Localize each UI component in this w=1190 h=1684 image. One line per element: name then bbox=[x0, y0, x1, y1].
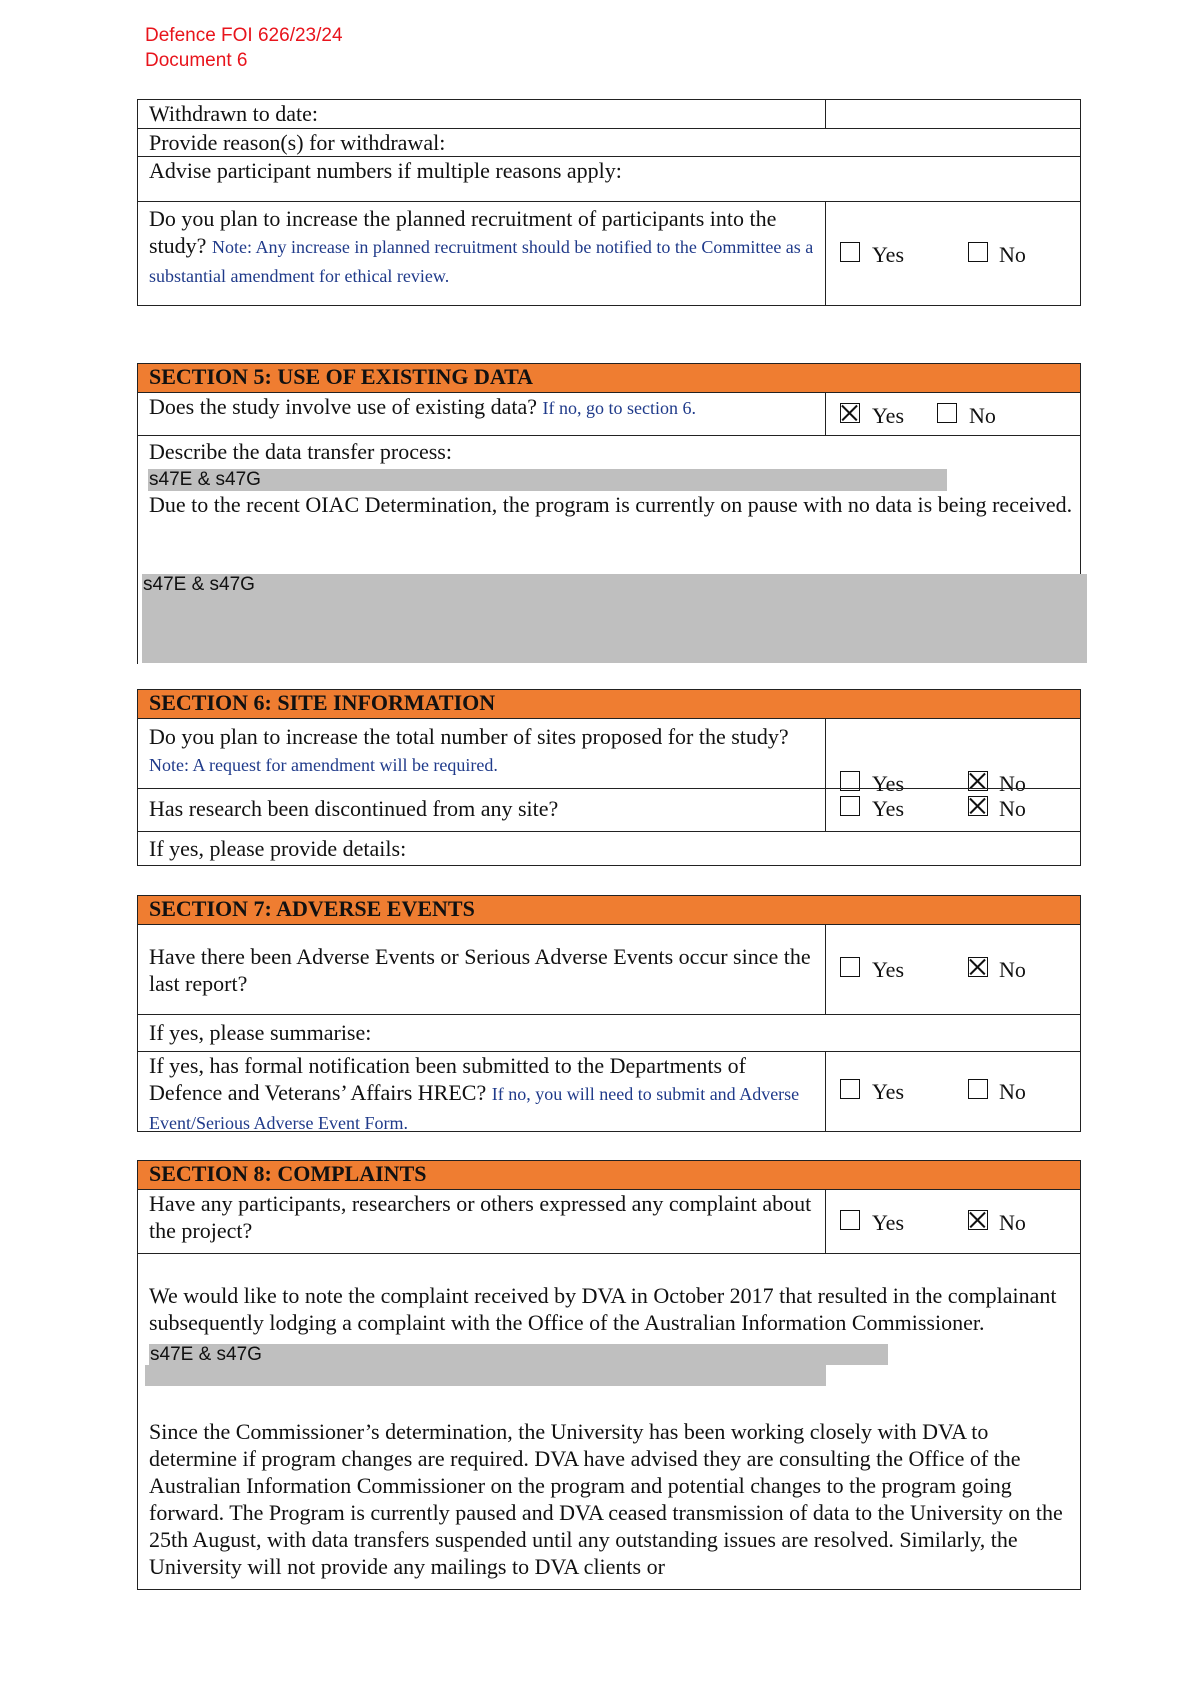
section7-table bbox=[137, 895, 1081, 1132]
data-transfer-row bbox=[138, 435, 1081, 663]
complaint-yes-label: Yes bbox=[872, 1210, 905, 1235]
existing-data-text: Does the study involve use of existing data? bbox=[149, 394, 537, 419]
redaction-block: s47E & s47G bbox=[149, 1344, 888, 1365]
adverse-no-checkbox[interactable] bbox=[968, 957, 988, 977]
formal-notification-text: If yes, has formal notification been submitted to the Departments of Defence and Veterans’ Affairs HREC? bbox=[149, 1053, 746, 1105]
adverse-yes-label: Yes bbox=[872, 957, 905, 982]
increase-recruitment-note: Note: Any increase in planned recruitment should be notified to the Committee as a substantial amendment for ethical review. bbox=[149, 237, 814, 286]
adverse-events-question: Have there been Adverse Events or Serious Adverse Events occur since the last report? bbox=[149, 944, 811, 996]
program-pause-text: Due to the recent OIAC Determination, the program is currently on pause with no data is being received. bbox=[149, 492, 1073, 517]
site-details-row bbox=[138, 831, 1080, 865]
section5-table bbox=[137, 363, 1081, 664]
increase-sites-row bbox=[138, 718, 1080, 796]
discontinued-no-label: No bbox=[999, 796, 1026, 821]
adverse-events-row bbox=[138, 924, 1080, 1014]
participants-table bbox=[137, 99, 1081, 306]
increase-sites-text: Do you plan to increase the total number of sites proposed for the study? bbox=[149, 724, 789, 749]
withdrawn-value-field[interactable] bbox=[825, 100, 1080, 128]
notification-yes-checkbox[interactable] bbox=[840, 1079, 860, 1099]
summarise-label: If yes, please summarise: bbox=[149, 1020, 372, 1045]
redaction-block: s47E & s47G bbox=[142, 574, 1087, 663]
notification-no-checkbox[interactable] bbox=[968, 1079, 988, 1099]
complaint-yes-checkbox[interactable] bbox=[840, 1210, 860, 1230]
increase-recruitment-answer bbox=[825, 202, 1080, 305]
formal-notification-question bbox=[138, 1052, 825, 1131]
adverse-events-answer bbox=[825, 925, 1080, 1014]
complaint-paragraph-2: Since the Commissioner’s determination, the University has been working closely with DVA to determine if program changes are required. DVA have advised they are consulting the Office of the Australian Information Commissioner on the program and potential changes to the program going forward. The Program is currently paused and DVA ceased transmission of data to the University on the 25th August, with data transfers suspended until any outstanding issues are resolved. Similarly, the University will not provide any mailings to DVA clients or bbox=[149, 1419, 1063, 1579]
advise-row bbox=[138, 156, 1080, 201]
data-transfer-label: Describe the data transfer process: bbox=[149, 439, 452, 464]
existing-data-no-checkbox[interactable] bbox=[937, 403, 957, 423]
existing-data-question bbox=[138, 393, 825, 435]
section8-header: SECTION 8: COMPLAINTS bbox=[138, 1161, 1080, 1189]
existing-data-no-label: No bbox=[969, 403, 996, 428]
discontinued-question: Has research been discontinued from any site? bbox=[149, 796, 559, 821]
existing-data-answer bbox=[825, 393, 1080, 435]
complaint-answer bbox=[825, 1190, 1080, 1253]
withdrawn-row bbox=[138, 100, 1080, 128]
complaint-question: Have any participants, researchers or others expressed any complaint about the project? bbox=[149, 1191, 812, 1243]
document-number: Document 6 bbox=[145, 50, 248, 71]
advise-label: Advise participant numbers if multiple reasons apply: bbox=[149, 158, 622, 183]
recruitment-yes-label: Yes bbox=[872, 242, 905, 267]
recruitment-no-checkbox[interactable] bbox=[968, 242, 988, 262]
discontinued-no-checkbox[interactable] bbox=[968, 796, 988, 816]
complaint-no-label: No bbox=[999, 1210, 1026, 1235]
discontinued-yes-label: Yes bbox=[872, 796, 905, 821]
summarise-row bbox=[138, 1014, 1080, 1051]
discontinued-yes-checkbox[interactable] bbox=[840, 796, 860, 816]
increase-sites-note: Note: A request for amendment will be required. bbox=[149, 755, 498, 775]
existing-data-row bbox=[138, 392, 1081, 435]
adverse-yes-checkbox[interactable] bbox=[840, 957, 860, 977]
increase-sites-question bbox=[138, 719, 825, 788]
sites-yes-label: Yes bbox=[872, 771, 905, 796]
site-details-label: If yes, please provide details: bbox=[149, 836, 407, 861]
complaint-paragraph-1-text: We would like to note the complaint received by DVA in October 2017 that resulted in the complainant subsequently lodging a complaint with the Office of the Australian Information Commissioner. bbox=[149, 1283, 1057, 1335]
formal-notification-answer bbox=[825, 1052, 1080, 1131]
existing-data-yes-label: Yes bbox=[872, 403, 905, 428]
formal-notification-note: If no, you will need to submit and Adverse Event/Serious Adverse Event Form. bbox=[149, 1084, 800, 1133]
foi-reference: Defence FOI 626/23/24 bbox=[145, 25, 343, 46]
redaction-block: s47E & s47G bbox=[148, 469, 947, 491]
increase-recruitment-text: Do you plan to increase the planned recruitment of participants into the study? bbox=[149, 206, 777, 258]
complaint-row bbox=[138, 1189, 1080, 1253]
section8-table bbox=[137, 1160, 1081, 1590]
redaction-block-line bbox=[145, 1365, 826, 1386]
section6-header: SECTION 6: SITE INFORMATION bbox=[138, 690, 1080, 718]
withdrawn-label: Withdrawn to date: bbox=[149, 101, 318, 126]
complaint-no-checkbox[interactable] bbox=[968, 1210, 988, 1230]
notification-no-label: No bbox=[999, 1079, 1026, 1104]
recruitment-no-label: No bbox=[999, 242, 1026, 267]
increase-sites-answer bbox=[825, 719, 1080, 796]
recruitment-yes-checkbox[interactable] bbox=[840, 242, 860, 262]
increase-recruitment-question bbox=[138, 202, 825, 305]
notification-yes-label: Yes bbox=[872, 1079, 905, 1104]
complaint-paragraph-1 bbox=[149, 1282, 1059, 1365]
sites-no-label: No bbox=[999, 771, 1026, 796]
complaint-details-row bbox=[138, 1253, 1080, 1587]
section6-table bbox=[137, 689, 1081, 866]
section5-header: SECTION 5: USE OF EXISTING DATA bbox=[138, 364, 1081, 392]
table-border bbox=[1080, 434, 1081, 574]
withdrawal-reasons-row bbox=[138, 128, 1080, 156]
discontinued-row bbox=[138, 788, 1080, 831]
existing-data-yes-checkbox[interactable] bbox=[840, 403, 860, 423]
increase-recruitment-row bbox=[138, 201, 1080, 305]
adverse-no-label: No bbox=[999, 957, 1026, 982]
withdrawal-reasons-label: Provide reason(s) for withdrawal: bbox=[149, 130, 446, 155]
section7-header: SECTION 7: ADVERSE EVENTS bbox=[138, 896, 1080, 924]
existing-data-note: If no, go to section 6. bbox=[542, 398, 696, 418]
discontinued-answer bbox=[825, 789, 1080, 831]
formal-notification-row bbox=[138, 1051, 1080, 1131]
